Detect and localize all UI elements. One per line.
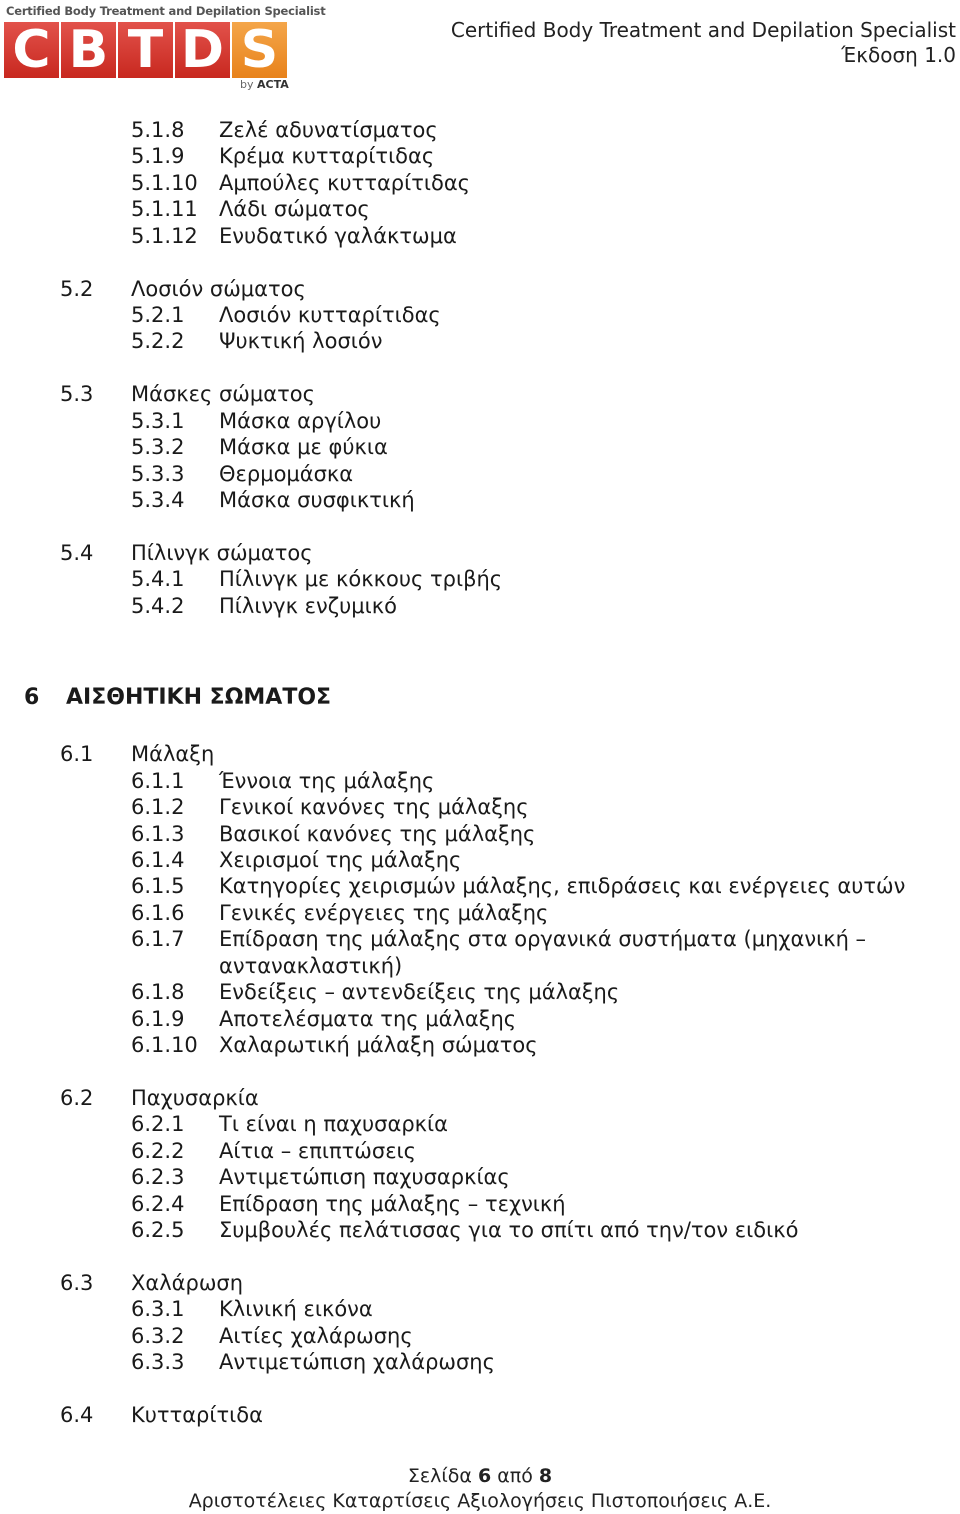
- toc-number: 5.3: [60, 382, 94, 406]
- header-title: Certified Body Treatment and Depilation Specialist: [450, 18, 956, 42]
- toc-title: Αιτίες χαλάρωσης: [219, 1324, 413, 1348]
- toc-number: 5.4: [60, 541, 94, 565]
- toc-number: 6.2.2: [131, 1139, 185, 1163]
- toc-title: Επίδραση της μάλαξης στα οργανικά συστήματα (μηχανική –: [219, 927, 867, 951]
- header-version: Έκδοση 1.0: [841, 43, 956, 67]
- toc-number: 6.1.9: [131, 1007, 185, 1031]
- toc-number: 5.2.1: [131, 303, 185, 327]
- toc-number: 6.3.3: [131, 1350, 185, 1374]
- toc-title: Λοσιόν κυτταρίτιδας: [219, 303, 441, 327]
- toc-number: 6.2.1: [131, 1112, 185, 1136]
- toc-title: Ζελέ αδυνατίσματος: [219, 118, 438, 142]
- toc-number: 5.1.11: [131, 197, 198, 221]
- logo-letters: [4, 22, 287, 78]
- toc-number: 6.2.5: [131, 1218, 185, 1242]
- toc-number: 6.1: [60, 742, 94, 766]
- cbtds-logo: [4, 4, 326, 92]
- toc-title: Μάλαξη: [131, 742, 215, 766]
- toc-title: Χαλάρωση: [131, 1271, 244, 1295]
- toc-entry-continuation: αντανακλαστική): [219, 954, 403, 978]
- toc-title: Μάσκα με φύκια: [219, 435, 388, 459]
- logo-tagline: Certified Body Treatment and Depilation Specialist: [6, 4, 326, 18]
- toc-title: Λοσιόν σώματος: [131, 277, 306, 301]
- toc-number: 5.1.9: [131, 144, 185, 168]
- toc-number: 5.2.2: [131, 329, 185, 353]
- toc-title: Πίλινγκ σώματος: [131, 541, 313, 565]
- toc-title: Συμβουλές πελάτισσας για το σπίτι από την/τον ειδικό: [219, 1218, 799, 1242]
- toc-number: 5.3.2: [131, 435, 185, 459]
- toc-title: Κατηγορίες χειρισμών μάλαξης, επιδράσεις και ενέργειες αυτών: [219, 874, 906, 898]
- toc-number: 5.1.10: [131, 171, 198, 195]
- toc-number: 6.4: [60, 1403, 94, 1427]
- toc-number: 6.2.4: [131, 1192, 185, 1216]
- toc-number: 5.4.1: [131, 567, 185, 591]
- logo-letter-d: D: [175, 22, 230, 78]
- toc-title: Πίλινγκ ενζυμικό: [219, 594, 397, 618]
- toc-number: 6.1.5: [131, 874, 185, 898]
- toc-number: 6.2: [60, 1086, 94, 1110]
- toc-number: 6.3: [60, 1271, 94, 1295]
- toc-number: 5.2: [60, 277, 94, 301]
- toc-title: Ενυδατικό γαλάκτωμα: [219, 224, 457, 248]
- toc-title: Βασικοί κανόνες της μάλαξης: [219, 822, 536, 846]
- toc-title: Ενδείξεις – αντενδείξεις της μάλαξης: [219, 980, 620, 1004]
- toc-title: Κλινική εικόνα: [219, 1297, 373, 1321]
- toc-number: 6.3.1: [131, 1297, 185, 1321]
- toc-title: Παχυσαρκία: [131, 1086, 259, 1110]
- toc-number: 6.1.2: [131, 795, 185, 819]
- toc-number: 5.3.4: [131, 488, 185, 512]
- toc-title: Αίτια – επιπτώσεις: [219, 1139, 416, 1163]
- toc-number: 5.3.1: [131, 409, 185, 433]
- toc-title: Μάσκα αργίλου: [219, 409, 382, 433]
- page-separator: από: [497, 1465, 533, 1487]
- logo-brand: ACTA: [257, 78, 289, 91]
- toc-number: 6.1.1: [131, 769, 185, 793]
- toc-title: Γενικοί κανόνες της μάλαξης: [219, 795, 529, 819]
- toc-number: 6.2.3: [131, 1165, 185, 1189]
- toc-number: 6.3.2: [131, 1324, 185, 1348]
- toc-title: Χαλαρωτική μάλαξη σώματος: [219, 1033, 538, 1057]
- toc-title: Γενικές ενέργειες της μάλαξης: [219, 901, 549, 925]
- toc-title: Αντιμετώπιση παχυσαρκίας: [219, 1165, 510, 1189]
- toc-title: Ψυκτική λοσιόν: [219, 329, 383, 353]
- logo-byline: [240, 78, 289, 91]
- toc-title: ΑΙΣΘΗΤΙΚΗ ΣΩΜΑΤΟΣ: [66, 685, 332, 710]
- logo-letter-c: C: [4, 22, 59, 78]
- toc-title: Αμπούλες κυτταρίτιδας: [219, 171, 471, 195]
- page-number: [0, 1465, 960, 1487]
- footer-organization: Αριστοτέλειες Καταρτίσεις Αξιολογήσεις Πιστοποιήσεις Α.Ε.: [188, 1490, 772, 1512]
- toc-number: 5.3.3: [131, 462, 185, 486]
- toc-title: Κρέμα κυτταρίτιδας: [219, 144, 435, 168]
- toc-title: Μάσκα συσφικτική: [219, 488, 415, 512]
- toc-title: Πίλινγκ με κόκκους τριβής: [219, 567, 503, 591]
- toc-number: 6.1.6: [131, 901, 185, 925]
- toc-title: Αντιμετώπιση χαλάρωσης: [219, 1350, 495, 1374]
- toc-title: Μάσκες σώματος: [131, 382, 315, 406]
- toc-number: 6: [24, 685, 40, 710]
- logo-letter-b: B: [61, 22, 116, 78]
- toc-number: 6.1.7: [131, 927, 185, 951]
- toc-title: Θερμομάσκα: [219, 462, 354, 486]
- logo-letter-t: T: [118, 22, 173, 78]
- logo-by: by: [240, 78, 254, 91]
- toc-title: Χειρισμοί της μάλαξης: [219, 848, 462, 872]
- toc-number: 6.1.8: [131, 980, 185, 1004]
- toc-title: Αποτελέσματα της μάλαξης: [219, 1007, 517, 1031]
- page-total: 8: [538, 1465, 553, 1487]
- toc-number: 5.1.8: [131, 118, 185, 142]
- toc-title: Έννοια της μάλαξης: [219, 769, 435, 793]
- document-header: [451, 18, 956, 68]
- toc-title: Λάδι σώματος: [219, 197, 370, 221]
- page-current: 6: [478, 1465, 492, 1487]
- logo-letter-s: S: [232, 22, 287, 78]
- toc-number: 6.1.3: [131, 822, 185, 846]
- toc-number: 5.4.2: [131, 594, 185, 618]
- toc-title: Επίδραση της μάλαξης – τεχνική: [219, 1192, 566, 1216]
- toc-title: Κυτταρίτιδα: [131, 1403, 263, 1427]
- toc-number: 6.1.10: [131, 1033, 198, 1057]
- toc-number: 6.1.4: [131, 848, 185, 872]
- page-prefix: Σελίδα: [407, 1465, 472, 1487]
- toc-number: 5.1.12: [131, 224, 198, 248]
- toc-title: Τι είναι η παχυσαρκία: [219, 1112, 448, 1136]
